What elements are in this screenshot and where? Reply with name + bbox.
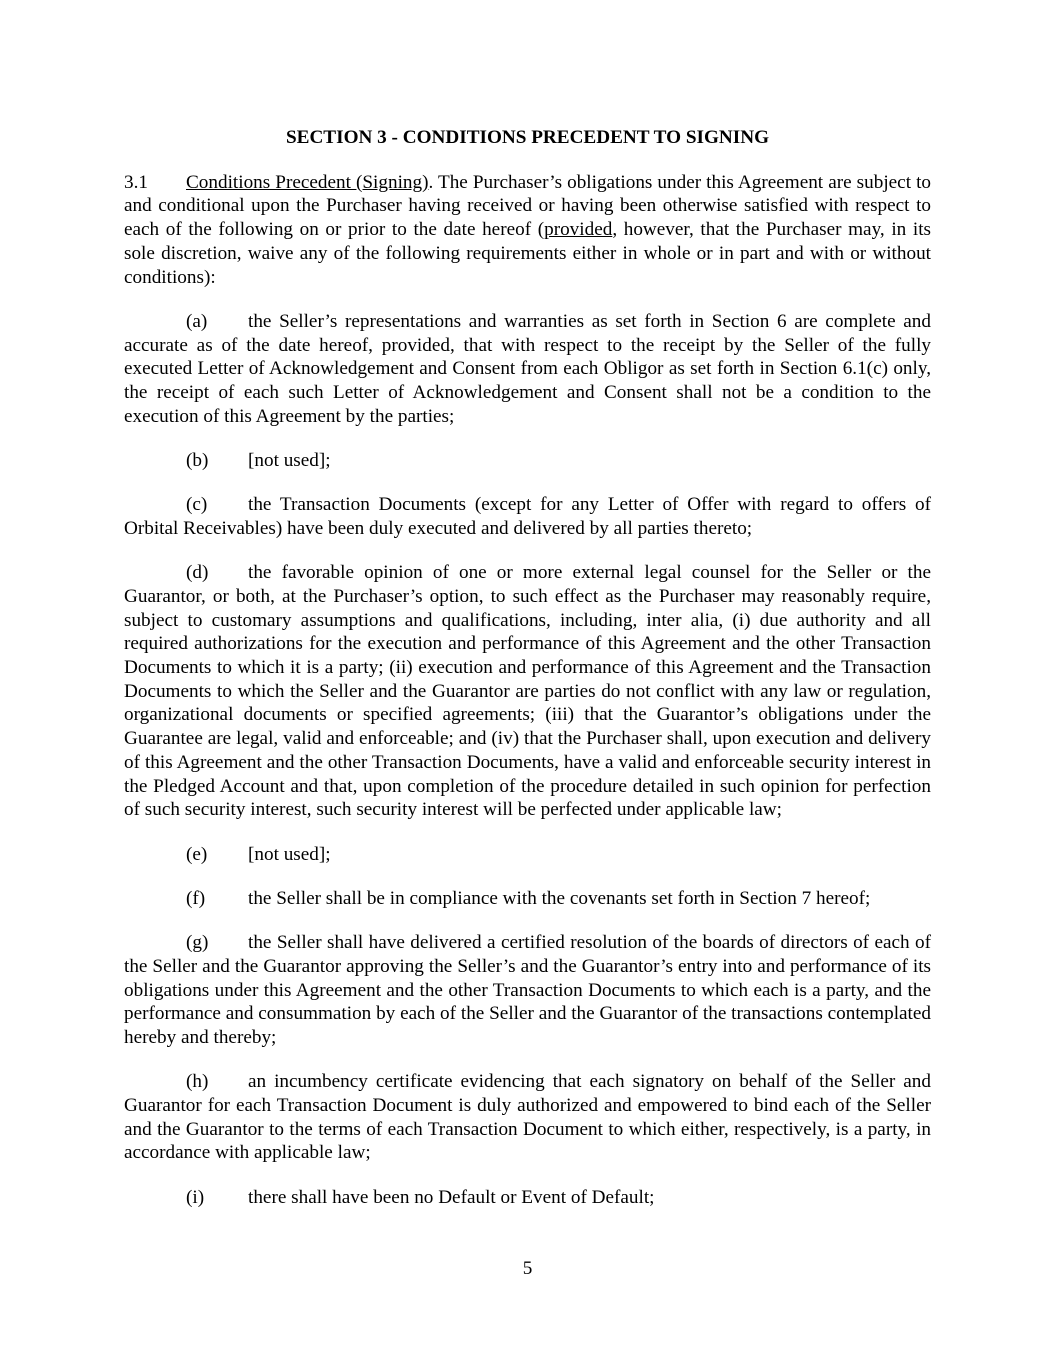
item-label: (f) bbox=[186, 887, 206, 909]
item-label: (b) bbox=[186, 449, 209, 471]
item-text: an incumbency certificate evidencing that each signatory on behalf of the Seller and Guarantor for each Transaction Document is duly authorized and empowered to bind each of the Seller and the Guarantor to the terms of each Transaction Document to which either, respectively, is a party, in accordance with applicable law; bbox=[124, 1071, 931, 1164]
item-text: there shall have been no Default or Event of Default; bbox=[248, 1186, 655, 1208]
clause-3-1 bbox=[124, 171, 931, 290]
condition-item bbox=[124, 931, 931, 1050]
item-text: the favorable opinion of one or more external legal counsel for the Seller or the Guarantor, or both, at the Purchaser’s option, to such effect as the Purchaser may reasonably require, subject to customary assumptions and qualifications, including, inter alia, (i) due authority and all required authorizations for the execution and performance of this Agreement and the other Transaction Documents to which it is a party; (ii) execution and performance of this Agreement and the Transaction Documents to which the Seller and the Guarantor are parties do not conflict with any law or regulation, organizational documents or specified agreements; (iii) that the Guarantor’s obligations under the Guarantee are legal, valid and enforceable; and (iv) that the Purchaser shall, upon execution and delivery of this Agreement and the other Transaction Documents, have a valid and enforceable security interest in the Pledged Account and that, upon completion of the procedure detailed in such opinion for perfection of such security interest, such security interest will be perfected under applicable law; bbox=[124, 562, 931, 821]
condition-item bbox=[124, 561, 931, 822]
provided-term: provided bbox=[544, 219, 613, 241]
section-title: SECTION 3 - CONDITIONS PRECEDENT TO SIGNING bbox=[285, 127, 769, 148]
condition-item bbox=[124, 1070, 931, 1165]
condition-item bbox=[124, 887, 931, 911]
item-label: (g) bbox=[186, 932, 209, 954]
clause-number: 3.1 bbox=[124, 171, 148, 193]
item-label: (a) bbox=[186, 310, 208, 332]
document-page bbox=[124, 126, 931, 1230]
item-text: [not used]; bbox=[248, 449, 331, 471]
item-label: (h) bbox=[186, 1071, 209, 1093]
clause-heading: Conditions Precedent (Signing) bbox=[186, 171, 429, 193]
item-label: (e) bbox=[186, 843, 208, 865]
condition-item bbox=[124, 449, 931, 473]
item-text: the Seller shall have delivered a certified resolution of the boards of directors of each of the Seller and the Guarantor approving the Seller’s and the Guarantor’s entry into and performance of its obligations under this Agreement and the other Transaction Documents to which each is a party, and the performance and consummation by each of the Seller and the Guarantor of the transactions contemplated hereby and thereby; bbox=[124, 932, 931, 1048]
item-label: (d) bbox=[186, 562, 209, 584]
clause-text-continued: , however, that the Purchaser may, in its sole discretion, waive any of the following requirements either in whole or in part and with or without conditions): bbox=[124, 219, 931, 288]
page-number: 5 bbox=[522, 1258, 533, 1279]
condition-list bbox=[124, 310, 931, 1210]
condition-item bbox=[124, 493, 931, 540]
condition-item bbox=[124, 1186, 931, 1210]
item-label: (i) bbox=[186, 1186, 205, 1208]
item-text: the Seller’s representations and warranties as set forth in Section 6 are complete and accurate as of the date hereof, provided, that with respect to the receipt by the Seller of the fully executed Letter of Acknowledgement and Consent from each Obligor as set forth in Section 6.1(c) only, the receipt of each such Letter of Acknowledgement and Consent shall not be a condition to the execution of this Agreement by the parties; bbox=[124, 310, 931, 427]
item-text: the Seller shall be in compliance with the covenants set forth in Section 7 hereof; bbox=[248, 887, 871, 909]
condition-item bbox=[124, 843, 931, 867]
condition-item bbox=[124, 310, 931, 429]
clause-text: . The Purchaser’s obligations under this Agreement are subject to and conditional upon the Purchaser having received or having been otherwise satisfied with respect to each of the following on or prior to the date hereof ( bbox=[124, 171, 931, 241]
item-label: (c) bbox=[186, 494, 208, 516]
item-text: the Transaction Documents (except for any Letter of Offer with regard to offers of Orbital Receivables) have been duly executed and delivered by all parties thereto; bbox=[124, 494, 931, 539]
item-text: [not used]; bbox=[248, 843, 331, 865]
